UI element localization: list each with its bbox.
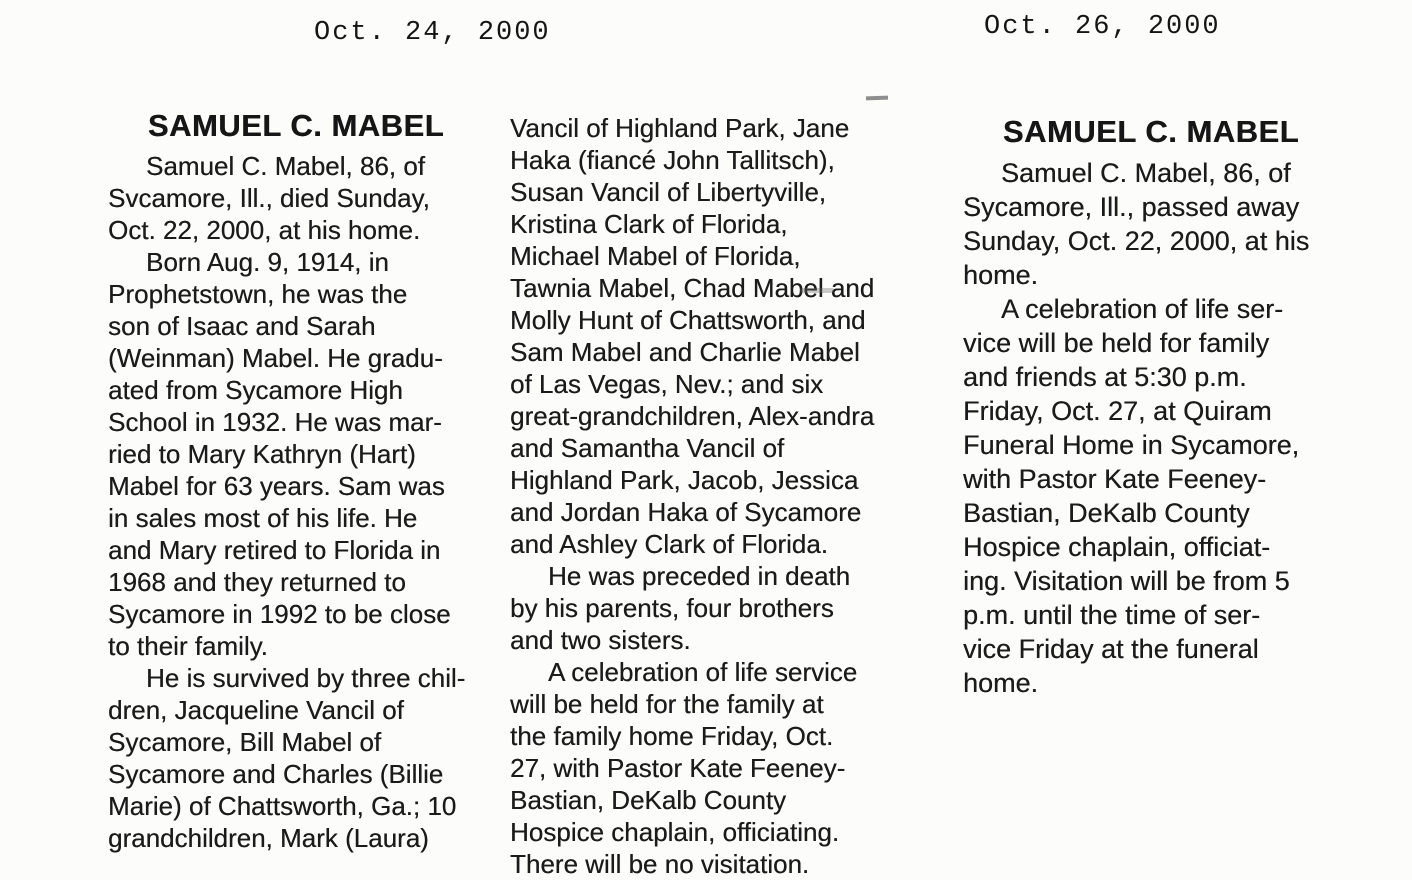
paragraph — [510, 656, 910, 880]
text-line: 27, with Pastor Kate Feeney- — [510, 753, 846, 783]
text-line: Tawnia Mabel, Chad Mabel and — [510, 273, 875, 303]
text-line: Haka (fiancé John Tallitsch), — [510, 145, 835, 175]
paragraph — [510, 560, 910, 656]
text-line: Friday, Oct. 27, at Quiram — [963, 396, 1272, 426]
text-line: vice will be held for family — [963, 328, 1270, 358]
text-line: and Jordan Haka of Sycamore — [510, 497, 862, 527]
text-line: 1968 and they returned to — [108, 567, 406, 597]
text-line: Michael Mabel of Florida, — [510, 241, 801, 271]
text-line: grandchildren, Mark (Laura) — [108, 823, 429, 853]
text-line: great-grandchildren, Alex-andra — [510, 401, 875, 431]
text-line: Oct. 22, 2000, at his home. — [108, 215, 421, 245]
text-line: School in 1932. He was mar- — [108, 407, 442, 437]
text-line: He is survived by three chil- — [146, 663, 466, 693]
text-line: Highland Park, Jacob, Jessica — [510, 465, 859, 495]
text-line: p.m. until the time of ser- — [963, 600, 1261, 630]
paragraph — [108, 662, 484, 854]
obituary-title-oct24: SAMUEL C. MABEL — [147, 108, 445, 143]
obituary-title-oct26: SAMUEL C. MABEL — [1002, 114, 1300, 149]
text-line: Vancil of Highland Park, Jane — [510, 113, 850, 143]
text-line: Prophetstown, he was the — [108, 279, 408, 309]
obituary-oct24-text-part2 — [510, 112, 910, 880]
text-line: Bastian, DeKalb County — [963, 498, 1250, 528]
scan-artifact-dash — [866, 96, 888, 101]
text-line: and Ashley Clark of Florida. — [510, 529, 828, 559]
obituary-oct24-text-part1 — [108, 150, 484, 854]
text-line: Sam Mabel and Charlie Mabel — [510, 337, 860, 367]
text-line: Hospice chaplain, officiating. — [510, 817, 840, 847]
text-line: Sycamore in 1992 to be close — [108, 599, 451, 629]
text-line: (Weinman) Mabel. He gradu- — [108, 343, 443, 373]
text-line: Hospice chaplain, officiat- — [963, 532, 1271, 562]
text-line: ing. Visitation will be from 5 — [963, 566, 1290, 596]
paragraph — [963, 292, 1339, 700]
text-line: of Las Vegas, Nev.; and six — [510, 369, 824, 399]
text-line: will be held for the family at — [510, 689, 824, 719]
text-line: ried to Mary Kathryn (Hart) — [108, 439, 416, 469]
obituary-oct24-column-2 — [510, 112, 910, 880]
text-line: Svcamore, Ill., died Sunday, — [108, 183, 430, 213]
text-line: vice Friday at the funeral — [963, 634, 1259, 664]
text-line: Funeral Home in Sycamore, — [963, 430, 1300, 460]
text-line: Sunday, Oct. 22, 2000, at his — [963, 226, 1310, 256]
obituary-oct24-column-1 — [108, 108, 484, 854]
date-stamp-oct24: Oct. 24, 2000 — [314, 18, 551, 48]
text-line: Marie) of Chattsworth, Ga.; 10 — [108, 791, 457, 821]
text-line: Kristina Clark of Florida, — [510, 209, 788, 239]
text-line: son of Isaac and Sarah — [108, 311, 376, 341]
text-line: He was preceded in death — [548, 561, 851, 591]
text-line: dren, Jacqueline Vancil of — [108, 695, 404, 725]
text-line: There will be no visitation. — [510, 849, 810, 879]
text-line: home. — [963, 260, 1039, 290]
text-line: and Mary retired to Florida in — [108, 535, 441, 565]
paragraph — [108, 150, 484, 246]
date-stamp-oct26: Oct. 26, 2000 — [984, 12, 1221, 42]
text-line: in sales most of his life. He — [108, 503, 418, 533]
text-line: Bastian, DeKalb County — [510, 785, 787, 815]
text-line: A celebration of life service — [548, 657, 858, 687]
text-line: A celebration of life ser- — [1001, 294, 1284, 324]
text-line: and Samantha Vancil of — [510, 433, 785, 463]
text-line: Samuel C. Mabel, 86, of — [146, 151, 425, 181]
text-line: the family home Friday, Oct. — [510, 721, 834, 751]
obituary-oct26-text — [963, 156, 1339, 700]
text-line: and friends at 5:30 p.m. — [963, 362, 1247, 392]
text-line: Mabel for 63 years. Sam was — [108, 471, 445, 501]
paragraph — [963, 156, 1339, 292]
paragraph — [510, 112, 910, 560]
text-line: Sycamore, Bill Mabel of — [108, 727, 382, 757]
text-line: with Pastor Kate Feeney- — [963, 464, 1267, 494]
text-line: home. — [963, 668, 1039, 698]
obituary-oct26-column — [963, 114, 1339, 700]
text-line: Sycamore, Ill., passed away — [963, 192, 1300, 222]
text-line: by his parents, four brothers — [510, 593, 834, 623]
scan-artifact-smudge — [800, 288, 834, 293]
paragraph — [108, 246, 484, 662]
text-line: ated from Sycamore High — [108, 375, 403, 405]
text-line: Born Aug. 9, 1914, in — [146, 247, 389, 277]
text-line: Molly Hunt of Chattsworth, and — [510, 305, 866, 335]
text-line: to their family. — [108, 631, 268, 661]
text-line: and two sisters. — [510, 625, 691, 655]
text-line: Samuel C. Mabel, 86, of — [1001, 158, 1291, 188]
text-line: Susan Vancil of Libertyville, — [510, 177, 827, 207]
text-line: Sycamore and Charles (Billie — [108, 759, 444, 789]
